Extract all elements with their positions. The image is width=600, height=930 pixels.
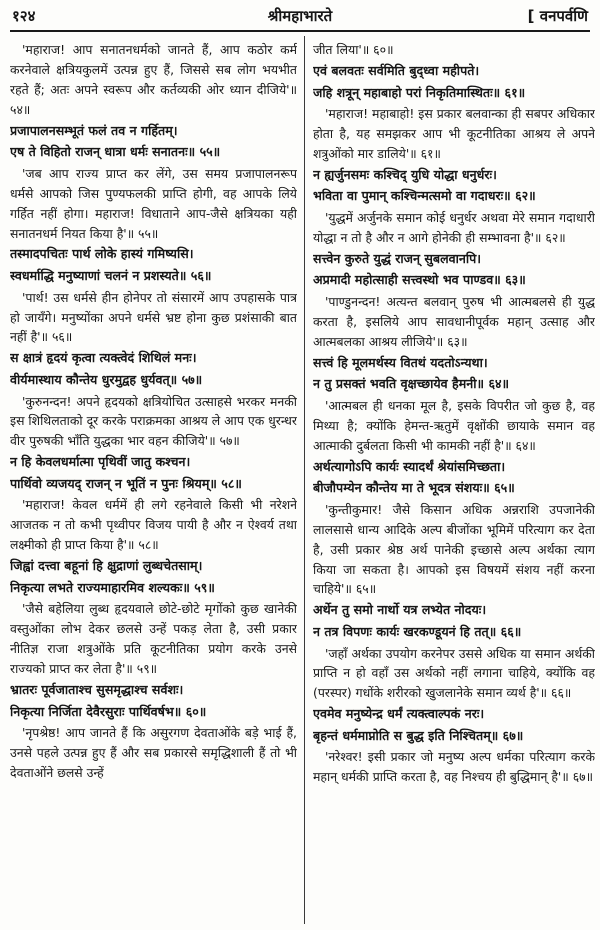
book-title: श्रीमहाभारते (267, 7, 333, 25)
shloka-line (10, 578, 297, 599)
shloka-line (10, 348, 297, 369)
shloka-text: सत्त्वेन कुरुते युद्धं राजन् सुबलवानपि। (313, 250, 482, 266)
shloka-text: भविता वा पुमान् कश्चिन्मत्समो वा गदाधरः॥ ६२॥ (313, 188, 536, 204)
paragraph-text: जीत लिया'॥ ६०॥ (313, 42, 394, 57)
shloka-line (10, 556, 297, 577)
shloka-line (313, 353, 595, 374)
translation-paragraph (313, 500, 595, 600)
shloka-line (10, 474, 297, 495)
shloka-text: वीर्यमास्थाय कौन्तेय धुरमुद्वह धुर्यवत्॥ ५७॥ (10, 371, 203, 387)
column-divider (304, 36, 305, 924)
shloka-line (10, 370, 297, 391)
shloka-text: अर्थेन तु समो नार्थो यत्र लभ्येत नोदयः। (313, 602, 487, 618)
shloka-text: बृहन्तं धर्ममाप्नोति स बुद्ध इति निश्चितम्॥ ६७॥ (313, 727, 524, 743)
shloka-line (313, 600, 595, 621)
shloka-line (313, 270, 595, 291)
shloka-line (313, 457, 595, 478)
translation-paragraph (313, 396, 595, 456)
shloka-line (10, 121, 297, 142)
paragraph-text: 'कुन्तीकुमार! जैसे किसान अधिक अन्नराशि उपजानेकी लालसासे धान्य आदिके अल्प बीजोंका भूमिमें परित्याग कर देता है, उसी प्रकार श्रेष्ठ अर्थ पानेकी इच्छासे अल्प अर्थका त्याग किया जा सकता है। आपको इस विषयमें संशय नहीं करना चाहिये'॥ ६५॥ (313, 501, 595, 597)
shloka-line (313, 249, 595, 270)
translation-paragraph (313, 104, 595, 164)
shloka-line (313, 704, 595, 725)
paragraph-text: 'जहाँ अर्थका उपयोग करनेपर उससे अधिक या समान अर्थकी प्राप्ति न हो वहाँ उस अर्थको नहीं लगाना चाहिये, क्योंकि वह (परस्पर) गधोंके शरीरको खुजलानेके समान व्यर्थ है'॥ ६६॥ (313, 645, 595, 701)
translation-paragraph (313, 208, 595, 248)
shloka-text: तस्मादपचितः पार्थ लोके हास्यं गमिष्यसि। (10, 246, 194, 262)
shloka-line (313, 374, 595, 395)
translation-paragraph (313, 40, 595, 60)
shloka-text: बीजौपम्येन कौन्तेय मा ते भूदत्र संशयः॥ ६५॥ (313, 480, 515, 496)
paragraph-text: 'महाराज! महाबाहो! इस प्रकार बलवान्का ही सबपर अधिकार होता है, यह समझकर आप भी कूटनीतिका आश्रय ले अपने शत्रुओंको मार डालिये'॥ ६१॥ (313, 106, 595, 161)
paragraph-text: 'पार्थ! उस धर्मसे हीन होनेपर तो संसारमें आप उपहासके पात्र हो जायँगे। मनुष्योंका अपने धर्मसे भ्रष्ट होना कुछ प्रशंसाकी बात नहीं है'॥ ५६॥ (10, 289, 297, 345)
paragraph-text: 'पाण्डुनन्दन! अत्यन्त बलवान् पुरुष भी आत्मबलसे ही युद्ध करता है, इसलिये आप सावधानीपूर्वक महान् उत्साह और आत्मबलका आश्रय लीजिये'॥ ६३॥ (313, 294, 595, 349)
shloka-text: एवमेव मनुष्येन्द्र धर्मं त्यक्त्वाल्पकं नरः। (313, 706, 485, 722)
shloka-text: भ्रातरः पूर्वजाताश्च सुसमृद्धाश्च सर्वशः। (10, 681, 184, 697)
translation-paragraph (10, 723, 297, 783)
shloka-line (313, 726, 595, 747)
paragraph-text: 'जैसे बहेलिया लुब्ध हृदयवाले छोटे-छोटे मृगोंको कुछ खानेकी वस्तुओंका लोभ देकर छलसे उन्हें पकड़ लेता है, उसी प्रकार नीतिज्ञ राजा शत्रुओंके प्रति कूटनीतिका प्रयोग करके उनसे राज्यको प्राप्त कर लेता है'॥ ५९॥ (10, 601, 297, 677)
shloka-line (10, 142, 297, 163)
left-column (10, 40, 297, 924)
shloka-line (10, 244, 297, 265)
shloka-line (313, 478, 595, 499)
translation-paragraph (10, 495, 297, 555)
shloka-text: एष ते विहितो राजन् धात्रा धर्मः सनातनः॥ ५५॥ (10, 144, 221, 160)
paragraph-text: 'महाराज! केवल धर्ममें ही लगे रहनेवाले किसी भी नरेशने आजतक न तो कभी पृथ्वीपर विजय पायी है और न ऐश्वर्य तथा लक्ष्मीको ही प्राप्त किया है'॥ ५८॥ (10, 497, 297, 553)
paragraph-text: 'युद्धमें अर्जुनके समान कोई धनुर्धर अथवा मेरे समान गदाधारी योद्धा न तो है और न आगे होनेकी ही सम्भावना है'॥ ६२॥ (313, 210, 595, 245)
translation-paragraph (10, 164, 297, 244)
shloka-line (313, 165, 595, 186)
shloka-text: न तु प्रसक्तं भवति वृक्षच्छायेव हैमनी॥ ६४॥ (313, 376, 510, 392)
translation-paragraph (313, 747, 595, 787)
shloka-text: अर्थत्यागोऽपि कार्यः स्यादर्थं श्रेयांसमिच्छता। (313, 458, 506, 474)
translation-paragraph (313, 644, 595, 704)
shloka-text: प्रजापालनसम्भूतं फलं तव न गर्हितम्। (10, 122, 178, 138)
shloka-text: स क्षात्रं हृदयं कृत्वा त्यक्त्वेदं शिथिलं मनः। (10, 350, 197, 366)
shloka-text: जिह्वां दत्त्वा बहूनां हि क्षुद्राणां लुब्धचेतसाम्। (10, 558, 203, 574)
translation-paragraph (10, 392, 297, 452)
shloka-text: न ह्यर्जुनसमः कश्चिद् युधि योद्धा धनुर्धरः। (313, 166, 497, 182)
translation-paragraph (10, 599, 297, 679)
shloka-text: पार्थिवो व्यजयद् राजन् न भूतिं न पुनः श्रियम्॥ ५८॥ (10, 475, 242, 491)
translation-paragraph (10, 40, 297, 120)
paragraph-text: 'कुरुनन्दन! अपने हृदयको क्षत्रियोचित उत्साहसे भरकर मनकी इस शिथिलताको दूर करके पराक्रमका आश्रय ले आप एक धुरन्धर वीर पुरुषकी भाँति युद्धका भार वहन कीजिये'॥ ५७॥ (10, 393, 297, 449)
shloka-text: जहि शत्रून् महाबाहो परां निकृतिमास्थितः॥ ६१॥ (313, 84, 526, 100)
paragraph-text: 'नृपश्रेष्ठ! आप जानते हैं कि असुरगण देवताओंके बड़े भाई हैं, उनसे पहले उत्पन्न हुए हैं और सब प्रकारसे समृद्धिशाली हैं तो भी देवताओंने छलसे उन्हें (10, 725, 297, 780)
shloka-line (313, 186, 595, 207)
shloka-text: न तत्र विपणः कार्यः खरकण्डूयनं हि तत्॥ ६६॥ (313, 623, 522, 639)
shloka-text: स्वधर्माद्धि मनुष्याणां चलनं न प्रशस्यते॥ ५६॥ (10, 268, 212, 284)
translation-paragraph (10, 288, 297, 348)
page-header (10, 2, 590, 32)
shloka-text: निकृत्या लभते राज्यमाहारमिव शल्यकः॥ ५९॥ (10, 579, 215, 595)
shloka-line (10, 702, 297, 723)
paragraph-text: 'आत्मबल ही धनका मूल है, इसके विपरीत जो कुछ है, वह मिथ्या है; क्योंकि हेमन्त-ऋतुमें वृक्षोंकी छायाके समान वह आत्माकी दुर्बलता किसी भी कामकी नहीं है'॥ ६४॥ (313, 397, 595, 453)
shloka-text: सत्त्वं हि मूलमर्थस्य वितथं यदतोऽन्यथा। (313, 354, 488, 370)
shloka-text: निकृत्या निर्जिता देवैरसुराः पार्थिवर्षभ॥ ६०॥ (10, 703, 207, 719)
translation-paragraph (313, 292, 595, 352)
section-name: [ वनपर्वणि (527, 7, 588, 25)
shloka-line (313, 61, 595, 82)
shloka-line (10, 452, 297, 473)
shloka-line (313, 622, 595, 643)
shloka-text: एवं बलवतः सर्वमिति बुद्ध्वा महीपते। (313, 62, 480, 78)
shloka-line (10, 680, 297, 701)
paragraph-text: 'नरेश्वर! इसी प्रकार जो मनुष्य अल्प धर्मका परित्याग करके महान् धर्मकी प्राप्ति करता है, वह निश्चय ही बुद्धिमान् है'॥ ६७॥ (313, 749, 595, 785)
shloka-text: अप्रमादी महोत्साही सत्त्वस्थो भव पाण्डव॥ ६३॥ (313, 272, 526, 288)
shloka-text: न हि केवलधर्मात्मा पृथिवीं जातु कश्चन। (10, 454, 191, 470)
shloka-line (10, 266, 297, 287)
right-column (313, 40, 595, 924)
shloka-line (313, 83, 595, 104)
paragraph-text: 'महाराज! आप सनातनधर्मको जानते हैं, आप कठोर कर्म करनेवाले क्षत्रियकुलमें उत्पन्न हुए हैं, जिससे सब लोग भयभीत रहते हैं; अतः अपने स्वरूप और कर्तव्यकी ओर ध्यान दीजिये'॥ ५४॥ (10, 42, 297, 117)
paragraph-text: 'जब आप राज्य प्राप्त कर लेंगे, उस समय प्रजापालनरूप धर्मसे आपको जिस पुण्यफलकी प्राप्ति होगी, वह आपके लिये गर्हित नहीं होगा। महाराज! विधाताने आप-जैसे क्षत्रियका यही सनातनधर्म नियत किया है'॥ ५५॥ (10, 165, 297, 241)
page-number: १२४ (12, 7, 36, 25)
